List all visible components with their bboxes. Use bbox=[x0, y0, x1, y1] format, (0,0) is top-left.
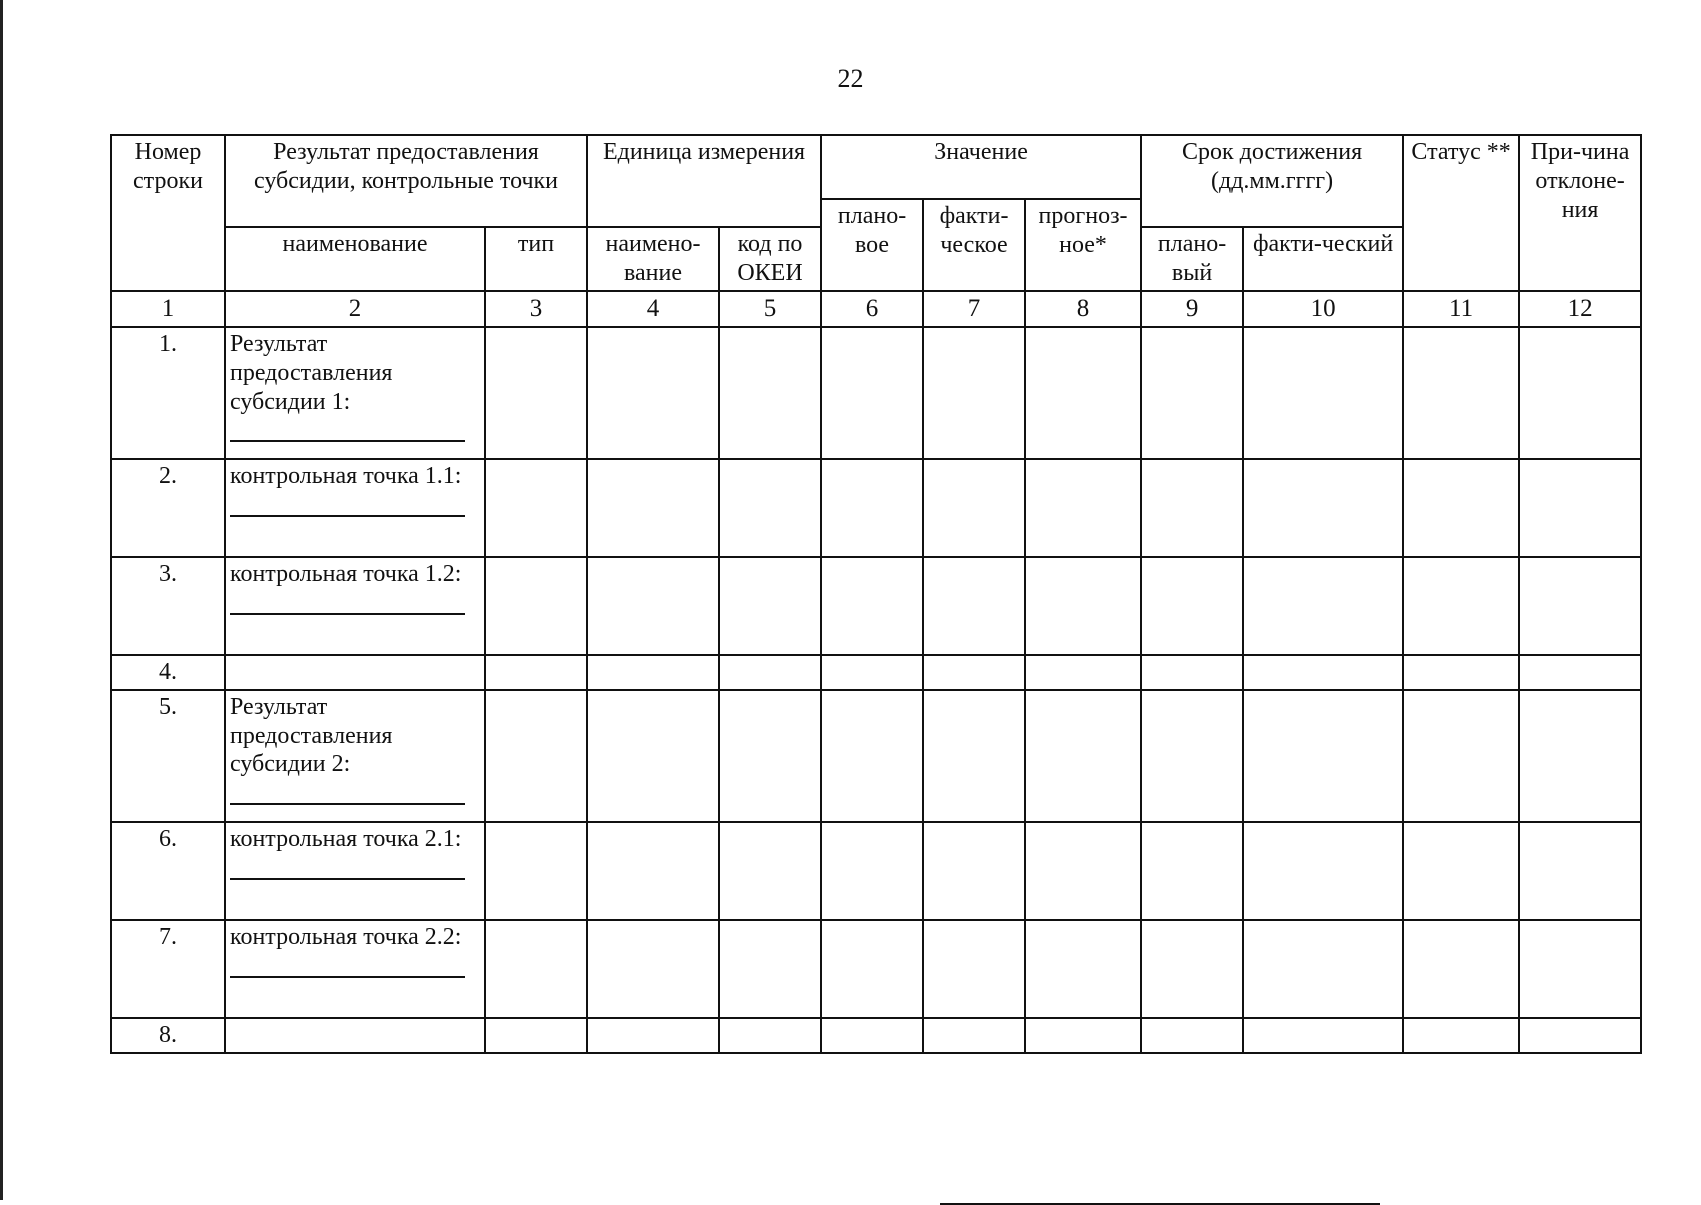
table-cell bbox=[1141, 920, 1243, 1018]
table-row bbox=[111, 557, 1641, 655]
table-cell bbox=[923, 459, 1025, 557]
column-number: 9 bbox=[1141, 291, 1243, 327]
table-cell bbox=[1519, 690, 1641, 822]
row-number: 2. bbox=[111, 459, 225, 557]
column-number: 3 bbox=[485, 291, 587, 327]
table-cell bbox=[1519, 920, 1641, 1018]
row-number: 5. bbox=[111, 690, 225, 822]
table-cell bbox=[821, 327, 923, 459]
table-cell bbox=[587, 459, 719, 557]
header-value-actual: факти-ческое bbox=[923, 199, 1025, 291]
table-row bbox=[111, 920, 1641, 1018]
table-cell bbox=[1403, 459, 1519, 557]
table-cell bbox=[1403, 1018, 1519, 1053]
row-name-cell bbox=[225, 920, 485, 1018]
column-number: 6 bbox=[821, 291, 923, 327]
table-cell bbox=[923, 327, 1025, 459]
table-cell bbox=[719, 655, 821, 690]
table-cell bbox=[923, 557, 1025, 655]
table-cell bbox=[821, 690, 923, 822]
header-value-forecast: прогноз-ное* bbox=[1025, 199, 1141, 291]
table-cell bbox=[1519, 327, 1641, 459]
header-deadline-planned: плано-вый bbox=[1141, 227, 1243, 291]
header-row-number: Номер строки bbox=[111, 135, 225, 291]
table-cell bbox=[1243, 327, 1403, 459]
table-cell bbox=[1403, 690, 1519, 822]
header-deadline: Срок достижения (дд.мм.гггг) bbox=[1141, 135, 1403, 227]
table-cell bbox=[1141, 557, 1243, 655]
table-cell bbox=[1519, 557, 1641, 655]
fill-in-line bbox=[230, 783, 465, 805]
row-name-cell bbox=[225, 1018, 485, 1053]
column-number: 12 bbox=[1519, 291, 1641, 327]
column-number: 4 bbox=[587, 291, 719, 327]
table-cell bbox=[821, 655, 923, 690]
table-cell bbox=[1025, 690, 1141, 822]
table-cell bbox=[485, 920, 587, 1018]
column-number: 8 bbox=[1025, 291, 1141, 327]
table-cell bbox=[1025, 920, 1141, 1018]
table-cell bbox=[1519, 1018, 1641, 1053]
table-cell bbox=[1519, 655, 1641, 690]
table-cell bbox=[485, 459, 587, 557]
table-cell bbox=[485, 655, 587, 690]
row-name-cell bbox=[225, 655, 485, 690]
table-cell bbox=[587, 327, 719, 459]
column-number: 1 bbox=[111, 291, 225, 327]
table-cell bbox=[1025, 459, 1141, 557]
header-value: Значение bbox=[821, 135, 1141, 199]
column-number: 5 bbox=[719, 291, 821, 327]
header-unit-code: код по ОКЕИ bbox=[719, 227, 821, 291]
header-result: Результат предоставления субсидии, контрольные точки bbox=[225, 135, 587, 227]
table-cell bbox=[821, 1018, 923, 1053]
row-name-cell bbox=[225, 557, 485, 655]
table-cell bbox=[1243, 822, 1403, 920]
table-cell bbox=[1243, 655, 1403, 690]
table-row bbox=[111, 822, 1641, 920]
table-cell bbox=[485, 690, 587, 822]
table-cell bbox=[485, 1018, 587, 1053]
table-cell bbox=[1519, 459, 1641, 557]
header-value-planned: плано-вое bbox=[821, 199, 923, 291]
header-deadline-actual: факти-ческий bbox=[1243, 227, 1403, 291]
row-name: Результат предоставления субсидии 1: bbox=[230, 331, 393, 415]
table-cell bbox=[587, 822, 719, 920]
table-row bbox=[111, 459, 1641, 557]
fill-in-line bbox=[230, 420, 465, 442]
table-cell bbox=[719, 920, 821, 1018]
table-cell bbox=[923, 822, 1025, 920]
table-cell bbox=[821, 557, 923, 655]
column-number: 11 bbox=[1403, 291, 1519, 327]
row-name: контрольная точка 1.2: bbox=[230, 561, 462, 587]
column-numbers-row bbox=[111, 291, 1641, 327]
header-unit-name: наимено-вание bbox=[587, 227, 719, 291]
table-cell bbox=[1519, 822, 1641, 920]
table-cell bbox=[587, 690, 719, 822]
table-cell bbox=[719, 459, 821, 557]
table-cell bbox=[587, 655, 719, 690]
table-cell bbox=[1243, 690, 1403, 822]
row-name-cell bbox=[225, 690, 485, 822]
row-name-cell bbox=[225, 459, 485, 557]
page-number: 22 bbox=[837, 64, 864, 93]
table-cell bbox=[1403, 920, 1519, 1018]
table-body bbox=[111, 291, 1641, 1053]
table-cell bbox=[1141, 459, 1243, 557]
table-header bbox=[111, 135, 1641, 291]
table-cell bbox=[1141, 327, 1243, 459]
table-cell bbox=[1025, 557, 1141, 655]
table-cell bbox=[719, 822, 821, 920]
table-cell bbox=[1141, 655, 1243, 690]
table-cell bbox=[1025, 327, 1141, 459]
row-number: 4. bbox=[111, 655, 225, 690]
table-row bbox=[111, 655, 1641, 690]
table-cell bbox=[923, 1018, 1025, 1053]
header-status: Статус ** bbox=[1403, 135, 1519, 291]
table-cell bbox=[1403, 655, 1519, 690]
table-cell bbox=[1141, 822, 1243, 920]
header-reason: При-чина отклоне-ния bbox=[1519, 135, 1641, 291]
table-cell bbox=[923, 655, 1025, 690]
table-cell bbox=[1141, 690, 1243, 822]
header-unit: Единица измерения bbox=[587, 135, 821, 227]
table-cell bbox=[1403, 327, 1519, 459]
table-cell bbox=[1243, 459, 1403, 557]
fill-in-line bbox=[230, 956, 465, 978]
row-number: 7. bbox=[111, 920, 225, 1018]
table-cell bbox=[587, 557, 719, 655]
row-name: контрольная точка 2.2: bbox=[230, 923, 462, 950]
table-cell bbox=[719, 327, 821, 459]
row-number: 6. bbox=[111, 822, 225, 920]
table-cell bbox=[1243, 920, 1403, 1018]
table-cell bbox=[1403, 822, 1519, 920]
table-cell bbox=[923, 690, 1025, 822]
results-table bbox=[110, 134, 1642, 1054]
table-row bbox=[111, 690, 1641, 822]
row-name-cell bbox=[225, 327, 485, 459]
table-cell bbox=[923, 920, 1025, 1018]
table-row bbox=[111, 327, 1641, 459]
fill-in-line bbox=[230, 858, 465, 880]
table-cell bbox=[485, 822, 587, 920]
header-result-type: тип bbox=[485, 227, 587, 291]
fill-in-line bbox=[230, 495, 465, 517]
row-number: 3. bbox=[111, 557, 225, 655]
scan-left-edge bbox=[0, 0, 3, 1200]
table-cell bbox=[719, 690, 821, 822]
table-cell bbox=[1141, 1018, 1243, 1053]
table-cell bbox=[587, 920, 719, 1018]
table-row bbox=[111, 1018, 1641, 1053]
column-number: 7 bbox=[923, 291, 1025, 327]
table-cell bbox=[485, 327, 587, 459]
table-cell bbox=[821, 822, 923, 920]
fill-in-line bbox=[230, 593, 465, 615]
column-number: 10 bbox=[1243, 291, 1403, 327]
table-cell bbox=[1025, 655, 1141, 690]
table-cell bbox=[821, 459, 923, 557]
row-name-cell bbox=[225, 822, 485, 920]
row-number: 8. bbox=[111, 1018, 225, 1053]
row-name: контрольная точка 2.1: bbox=[230, 825, 462, 852]
table-cell bbox=[719, 557, 821, 655]
column-number: 2 bbox=[225, 291, 485, 327]
header-result-name: наименование bbox=[225, 227, 485, 291]
row-name: Результат предоставления субсидии 2: bbox=[230, 693, 393, 778]
table-cell bbox=[485, 557, 587, 655]
table-cell bbox=[1243, 1018, 1403, 1053]
table-cell bbox=[1403, 557, 1519, 655]
table-cell bbox=[587, 1018, 719, 1053]
table-cell bbox=[1243, 557, 1403, 655]
table-cell bbox=[1025, 822, 1141, 920]
table-cell bbox=[719, 1018, 821, 1053]
table-cell bbox=[1025, 1018, 1141, 1053]
row-number: 1. bbox=[111, 327, 225, 459]
table-cell bbox=[821, 920, 923, 1018]
row-name: контрольная точка 1.1: bbox=[230, 463, 462, 489]
